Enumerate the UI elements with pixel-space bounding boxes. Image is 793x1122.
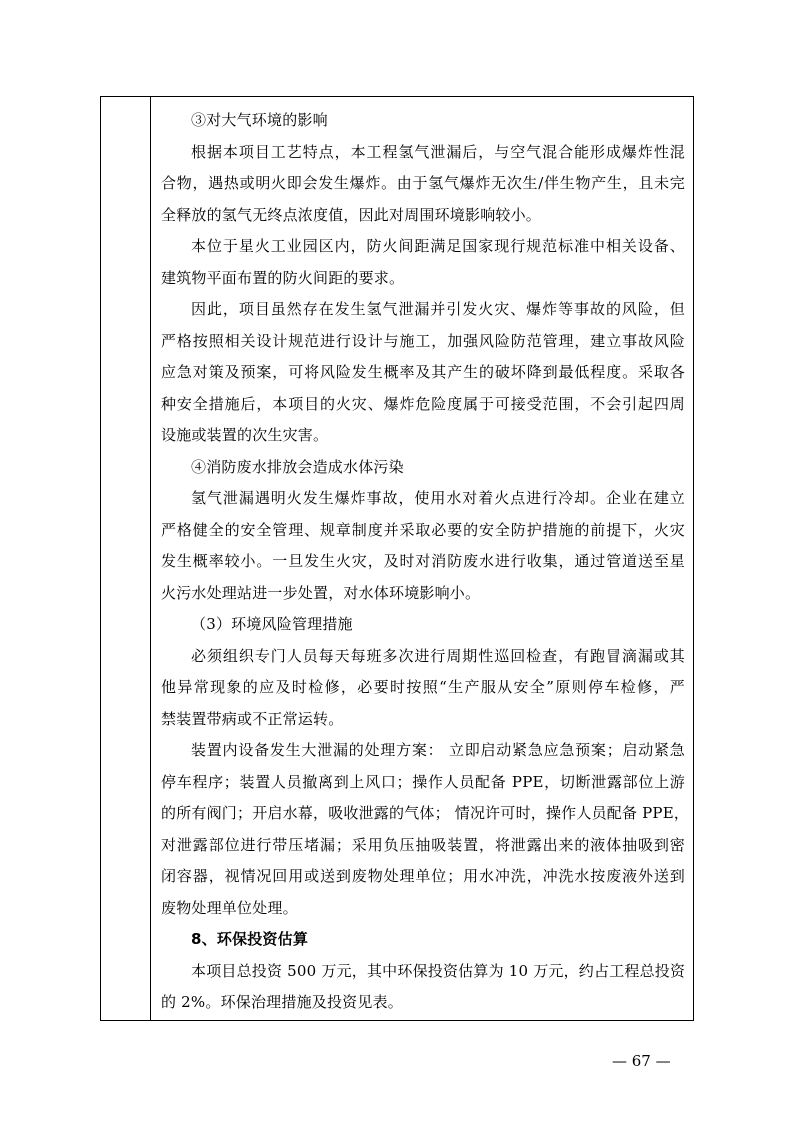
paragraph-line: 因此，项目虽然存在发生氢气泄漏并引发火灾、爆炸等事故的风险，但 xyxy=(191,300,685,318)
paragraph-line: 种安全措施后，本项目的火灾、爆炸危险度属于可接受范围，不会引起四周 xyxy=(161,394,685,413)
document-table xyxy=(100,96,694,1021)
heading-risk-management: （3）环境风险管理措施 xyxy=(191,615,353,633)
paragraph-line: 禁装置带病或不正常运转。 xyxy=(161,709,344,728)
paragraph-line: 氢气泄漏遇明火发生爆炸事故，使用水对着火点进行冷却。企业在建立 xyxy=(191,489,685,507)
paragraph-line: 停车程序；装置人员撤离到上风口；操作人员配备 PPE，切断泄露部位上游 xyxy=(161,772,685,791)
paragraph-line: 装置内设备发生大泄漏的处理方案： 立即启动紧急应急预案；启动紧急 xyxy=(191,741,685,759)
paragraph-line: 严格健全的安全管理、规章制度并采取必要的安全防护措施的前提下，火灾 xyxy=(161,520,685,539)
paragraph-line: 应急对策及预案，可将风险发生概率及其产生的破坏降到最低程度。采取各 xyxy=(161,363,685,381)
paragraph-line: 严格按照相关设计规范进行设计与施工，加强风险防范管理，建立事故风险 xyxy=(161,331,685,350)
heading-atmosphere: ③对大气环境的影响 xyxy=(191,111,328,129)
paragraph-line: 建筑物平面布置的防火间距的要求。 xyxy=(161,268,405,287)
paragraph-line: 本位于星火工业园区内，防火间距满足国家现行规范标准中相关设备、 xyxy=(191,237,685,255)
paragraph-line: 对泄露部位进行带压堵漏；采用负压抽吸装置，将泄露出来的液体抽吸到密 xyxy=(161,835,685,854)
paragraph-line: 全释放的氢气无终点浓度值，因此对周围环境影响较小。 xyxy=(161,205,542,224)
paragraph-line: 根据本项目工艺特点，本工程氢气泄漏后，与空气混合能形成爆炸性混 xyxy=(191,142,685,161)
paragraph-line: 废物处理单位处理。 xyxy=(161,898,298,917)
paragraph-line: 火污水处理站进一步处置，对水体环境影响小。 xyxy=(161,583,481,602)
heading-fire-water: ④消防废水排放会造成水体污染 xyxy=(191,457,404,476)
paragraph-line: 设施或装置的次生灾害。 xyxy=(161,426,329,444)
paragraph-line: 合物，遇热或明火即会发生爆炸。由于氢气爆炸无次生/伴生物产生，且未完 xyxy=(161,174,685,192)
paragraph-line: 的 2%。环保治理措施及投资见表。 xyxy=(161,993,403,1011)
paragraph-line: 必须组织专门人员每天每班多次进行周期性巡回检查，有跑冒滴漏或其 xyxy=(191,646,685,665)
page-number: — 67 — xyxy=(612,1052,671,1070)
left-column xyxy=(101,97,151,1020)
paragraph-line: 闭容器，视情况回用或送到废物处理单位；用水冲洗，冲洗水按废液外送到 xyxy=(161,867,685,885)
paragraph-line: 发生概率较小。一旦发生火灾，及时对消防废水进行收集，通过管道送至星 xyxy=(161,552,685,570)
paragraph-line: 本项目总投资 500 万元，其中环保投资估算为 10 万元，约占工程总投资 xyxy=(191,961,686,980)
paragraph-line: 他异常现象的应及时检修，必要时按照“生产服从安全”原则停车检修，严 xyxy=(161,678,685,696)
heading-investment: 8、环保投资估算 xyxy=(191,930,309,948)
document-content xyxy=(152,97,693,1020)
paragraph-line: 的所有阀门；开启水幕，吸收泄露的气体； 情况许可时，操作人员配备 PPE， xyxy=(161,804,690,822)
